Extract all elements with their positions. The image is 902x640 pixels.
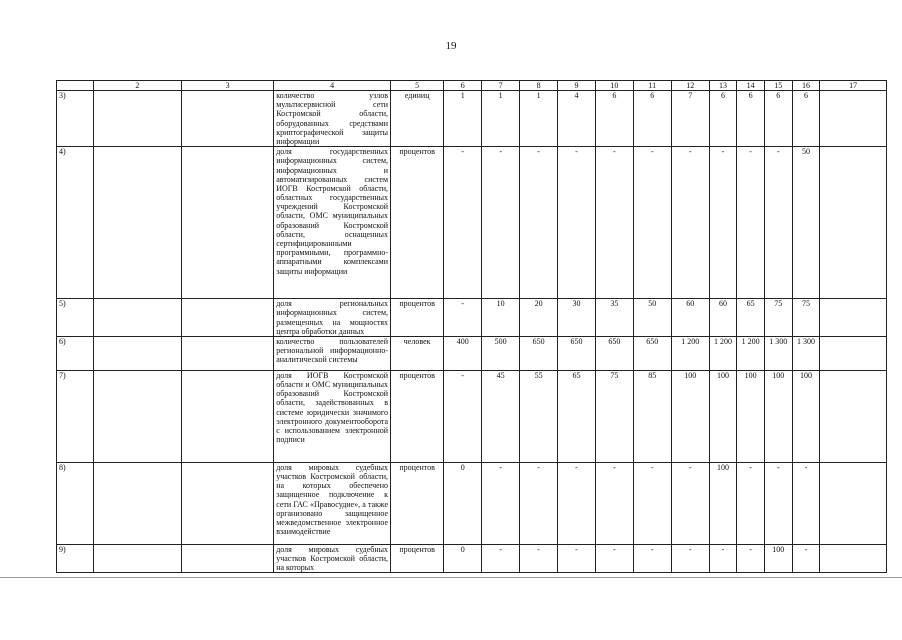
empty-cell-col3 — [181, 370, 273, 462]
indicator-value-col14: 1 200 — [737, 336, 765, 370]
indicator-value-col12: 60 — [671, 299, 709, 337]
indicator-value-col7: - — [482, 462, 520, 544]
column-header-11: 11 — [633, 81, 671, 91]
indicator-value-col16: 50 — [792, 147, 820, 299]
empty-cell-col17 — [820, 299, 887, 337]
indicator-value-col9: 4 — [558, 91, 596, 147]
indicator-value-col16: - — [792, 462, 820, 544]
row-number: 7) — [57, 370, 94, 462]
indicator-value-col12: 100 — [671, 370, 709, 462]
indicator-value-col14: - — [737, 462, 765, 544]
row-number: 6) — [57, 336, 94, 370]
column-header-9: 9 — [558, 81, 596, 91]
indicator-value-col15: 100 — [764, 370, 792, 462]
indicator-value-col11: - — [633, 544, 671, 573]
scan-crease-line — [0, 577, 902, 578]
indicator-description: доля ИОГВ Костромской области и ОМС муниципальных образований Костромской области, задействованных в системе юридически значимого электронного документооборота с использованием электронной подписи — [274, 370, 391, 462]
indicator-value-col14: 6 — [737, 91, 765, 147]
indicators-table — [56, 80, 887, 573]
indicator-description: количество пользователей региональной информационно-аналитической системы — [274, 336, 391, 370]
indicator-value-col12: 7 — [671, 91, 709, 147]
empty-cell-col17 — [820, 370, 887, 462]
indicator-value-col13: - — [709, 147, 737, 299]
table-row — [57, 299, 887, 337]
indicator-value-col13: - — [709, 544, 737, 573]
indicator-value-col12: - — [671, 147, 709, 299]
empty-cell-col2 — [93, 299, 181, 337]
indicator-value-col9: - — [558, 147, 596, 299]
column-header-4: 4 — [274, 81, 391, 91]
empty-cell-col17 — [820, 336, 887, 370]
indicator-value-col11: - — [633, 147, 671, 299]
indicator-value-col7: 45 — [482, 370, 520, 462]
indicator-value-col15: 100 — [764, 544, 792, 573]
indicator-value-col15: - — [764, 462, 792, 544]
empty-cell-col2 — [93, 336, 181, 370]
page-number: 19 — [445, 40, 457, 52]
indicator-value-col14: - — [737, 544, 765, 573]
indicator-description: доля региональных информационных систем, размещенных на мощностях центра обработки данных — [274, 299, 391, 337]
empty-cell-col2 — [93, 544, 181, 573]
indicator-value-col11: - — [633, 462, 671, 544]
indicator-value-col8: - — [520, 147, 558, 299]
indicator-value-col8: 650 — [520, 336, 558, 370]
empty-cell-col2 — [93, 91, 181, 147]
indicator-value-col8: - — [520, 544, 558, 573]
indicator-value-col12: 1 200 — [671, 336, 709, 370]
indicator-description: доля мировых судебных участков Костромской области, на которых обеспечено защищенное подключение к сети ГАС «Правосудие», а также организовано защищенное межведомственное электронное взаимодействие — [274, 462, 391, 544]
indicator-value-col8: 20 — [520, 299, 558, 337]
empty-cell-col17 — [820, 462, 887, 544]
indicator-value-col16: 75 — [792, 299, 820, 337]
unit-of-measure: процентов — [391, 299, 444, 337]
unit-of-measure: человек — [391, 336, 444, 370]
row-number: 9) — [57, 544, 94, 573]
column-header-3: 3 — [181, 81, 273, 91]
indicator-value-col11: 85 — [633, 370, 671, 462]
indicator-description: доля мировых судебных участков Костромской области, на которых — [274, 544, 391, 573]
indicator-value-col10: 6 — [595, 91, 633, 147]
indicator-description: количество узлов мультисервисной сети Костромской области, оборудованных средствами криптографической защиты информации — [274, 91, 391, 147]
indicator-value-col9: - — [558, 544, 596, 573]
empty-cell-col3 — [181, 91, 273, 147]
indicator-value-col13: 100 — [709, 370, 737, 462]
indicator-value-col11: 6 — [633, 91, 671, 147]
unit-of-measure: процентов — [391, 147, 444, 299]
indicator-value-col7: 10 — [482, 299, 520, 337]
indicator-value-col16: 1 300 — [792, 336, 820, 370]
column-header-16: 16 — [792, 81, 820, 91]
empty-cell-col3 — [181, 299, 273, 337]
indicator-value-col7: 1 — [482, 91, 520, 147]
row-number: 3) — [57, 91, 94, 147]
indicator-value-col8: 55 — [520, 370, 558, 462]
indicator-value-col9: 650 — [558, 336, 596, 370]
empty-cell-col17 — [820, 544, 887, 573]
indicator-description: доля государственных информационных систем, информационных и автоматизированных систем ИОГВ Костромской области, областных государственных учреждений Костромской области, ОМС муниципальных образований Костромской области, оснащенных сертифицированными программными, программно-аппаратными комплексами защиты информации — [274, 147, 391, 299]
indicator-value-col13: 1 200 — [709, 336, 737, 370]
indicator-value-col16: 6 — [792, 91, 820, 147]
indicator-value-col7: 500 — [482, 336, 520, 370]
table-row — [57, 370, 887, 462]
column-header-1 — [57, 81, 94, 91]
indicator-value-col14: - — [737, 147, 765, 299]
indicator-value-col12: - — [671, 544, 709, 573]
unit-of-measure: процентов — [391, 462, 444, 544]
empty-cell-col3 — [181, 336, 273, 370]
indicator-value-col15: 6 — [764, 91, 792, 147]
indicator-value-col15: 75 — [764, 299, 792, 337]
column-header-14: 14 — [737, 81, 765, 91]
column-header-2: 2 — [93, 81, 181, 91]
empty-cell-col3 — [181, 544, 273, 573]
indicator-value-col10: - — [595, 544, 633, 573]
indicator-value-col13: 100 — [709, 462, 737, 544]
column-header-10: 10 — [595, 81, 633, 91]
table-row — [57, 336, 887, 370]
empty-cell-col2 — [93, 370, 181, 462]
empty-cell-col3 — [181, 147, 273, 299]
unit-of-measure: процентов — [391, 544, 444, 573]
unit-of-measure: единиц — [391, 91, 444, 147]
indicator-value-col6: - — [444, 370, 482, 462]
indicator-value-col6: - — [444, 147, 482, 299]
empty-cell-col17 — [820, 91, 887, 147]
column-header-12: 12 — [671, 81, 709, 91]
indicator-value-col6: 0 — [444, 544, 482, 573]
indicator-value-col10: - — [595, 147, 633, 299]
empty-cell-col17 — [820, 147, 887, 299]
indicator-value-col9: 65 — [558, 370, 596, 462]
indicator-value-col11: 50 — [633, 299, 671, 337]
indicator-value-col15: 1 300 — [764, 336, 792, 370]
table-row — [57, 544, 887, 573]
indicator-value-col9: 30 — [558, 299, 596, 337]
column-header-7: 7 — [482, 81, 520, 91]
indicator-value-col16: - — [792, 544, 820, 573]
column-header-5: 5 — [391, 81, 444, 91]
header-row — [57, 81, 887, 91]
indicator-value-col8: - — [520, 462, 558, 544]
column-header-6: 6 — [444, 81, 482, 91]
indicator-value-col10: 650 — [595, 336, 633, 370]
indicator-value-col13: 60 — [709, 299, 737, 337]
indicator-value-col7: - — [482, 544, 520, 573]
empty-cell-col3 — [181, 462, 273, 544]
row-number: 4) — [57, 147, 94, 299]
indicator-value-col15: - — [764, 147, 792, 299]
unit-of-measure: процентов — [391, 370, 444, 462]
row-number: 5) — [57, 299, 94, 337]
row-number: 8) — [57, 462, 94, 544]
indicator-value-col7: - — [482, 147, 520, 299]
indicator-value-col9: - — [558, 462, 596, 544]
column-header-15: 15 — [764, 81, 792, 91]
indicator-value-col10: - — [595, 462, 633, 544]
indicator-value-col6: - — [444, 299, 482, 337]
indicator-value-col10: 35 — [595, 299, 633, 337]
indicator-value-col12: - — [671, 462, 709, 544]
indicator-value-col16: 100 — [792, 370, 820, 462]
table-row — [57, 147, 887, 299]
table-row — [57, 462, 887, 544]
indicator-value-col6: 1 — [444, 91, 482, 147]
column-header-17: 17 — [820, 81, 887, 91]
indicator-value-col11: 650 — [633, 336, 671, 370]
column-header-8: 8 — [520, 81, 558, 91]
column-header-13: 13 — [709, 81, 737, 91]
empty-cell-col2 — [93, 462, 181, 544]
indicator-value-col6: 0 — [444, 462, 482, 544]
empty-cell-col2 — [93, 147, 181, 299]
indicator-value-col14: 100 — [737, 370, 765, 462]
table-row — [57, 91, 887, 147]
indicator-value-col13: 6 — [709, 91, 737, 147]
indicator-value-col14: 65 — [737, 299, 765, 337]
indicator-value-col6: 400 — [444, 336, 482, 370]
indicator-value-col10: 75 — [595, 370, 633, 462]
indicator-value-col8: 1 — [520, 91, 558, 147]
